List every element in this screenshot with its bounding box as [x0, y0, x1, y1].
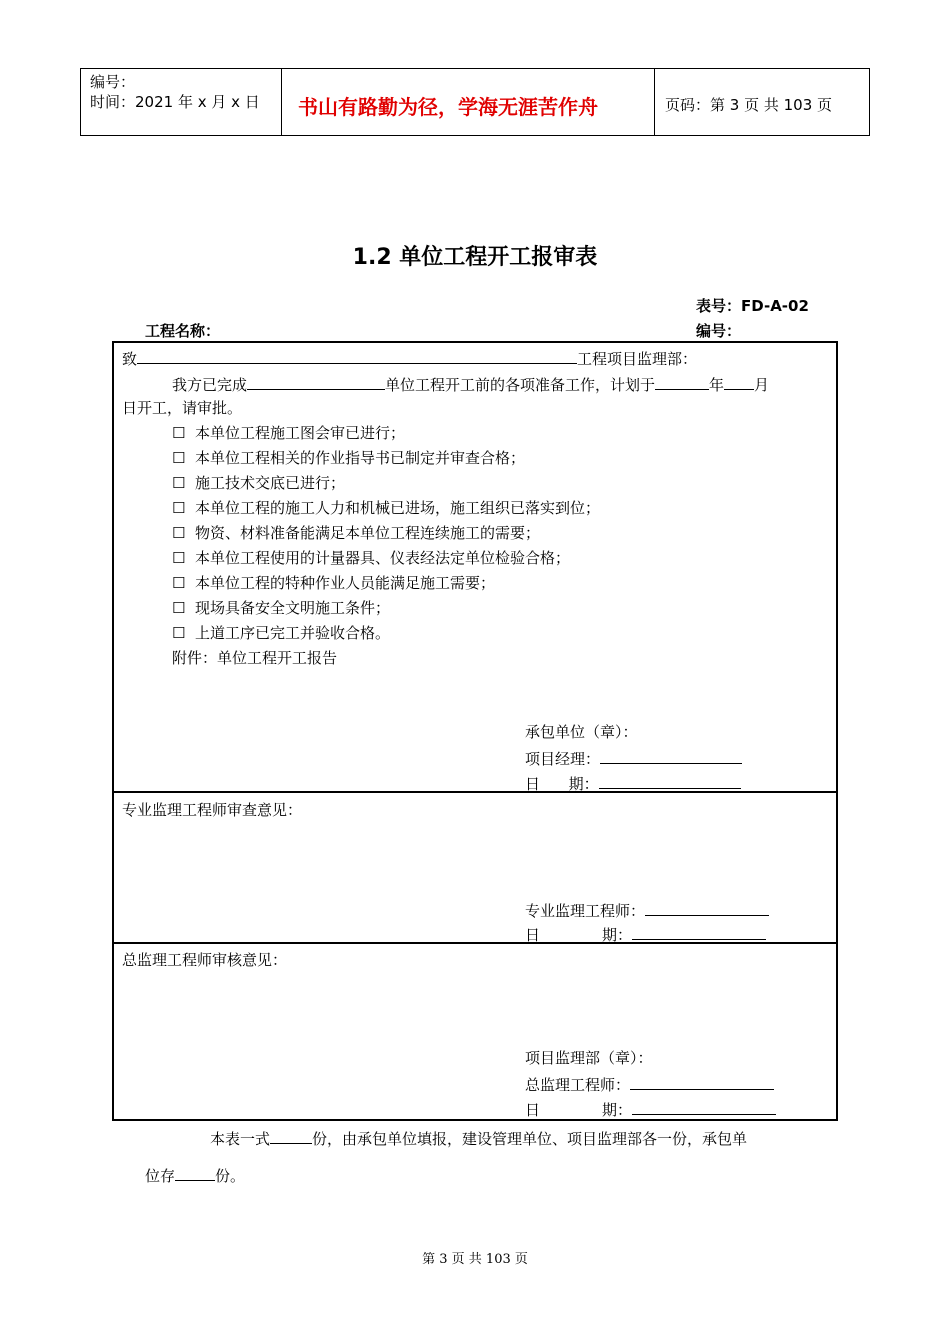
checklist-item-text: 本单位工程使用的计量器具、仪表经法定单位检验合格； — [195, 549, 571, 567]
checkbox-icon[interactable]: ☐ — [172, 599, 186, 617]
page-title: 1.2 单位工程开工报审表 — [352, 245, 598, 270]
checkbox-icon[interactable]: ☐ — [172, 424, 186, 442]
dept-seal-label: 项目监理部（章）： — [525, 1049, 653, 1067]
header-top-rule — [80, 68, 870, 69]
checklist-item[interactable] — [172, 473, 345, 493]
section2-date-label: 日 期： — [525, 926, 632, 944]
form-number: 表号：FD-A-02 — [696, 297, 809, 315]
header-number-label: 编号： — [90, 73, 136, 91]
checklist-item[interactable] — [172, 423, 405, 443]
section2-date-blank[interactable] — [632, 923, 766, 940]
checklist-item[interactable] — [172, 523, 540, 543]
retained-copies-blank[interactable] — [175, 1164, 215, 1181]
checklist-item-text: 物资、材料准备能满足本单位工程连续施工的需要； — [195, 524, 541, 542]
copies-note-text-d: 份。 — [215, 1167, 246, 1185]
header-motto: 书山有路勤为径，学海无涯苦作舟 — [298, 95, 598, 119]
month-label: 月 — [754, 376, 770, 394]
project-manager-label: 项目经理： — [525, 750, 601, 768]
checklist-item[interactable] — [172, 573, 495, 593]
footer-page-number: 第 3 页 共 103 页 — [422, 1252, 528, 1267]
section1-date-label: 日 期： — [525, 775, 599, 793]
copies-note-text-b: 份，由承包单位填报，建设管理单位、项目监理部各一份，承包单 — [312, 1130, 748, 1148]
year-label: 年 — [709, 376, 725, 394]
header-divider-2 — [654, 68, 655, 136]
section1-date-row — [525, 772, 741, 794]
copies-count-blank[interactable] — [270, 1127, 312, 1144]
checklist-item-text: 施工技术交底已进行； — [195, 474, 346, 492]
header-divider-1 — [281, 68, 282, 136]
checklist-item-text: 现场具备安全文明施工条件； — [195, 599, 391, 617]
checklist-item[interactable] — [172, 448, 525, 468]
checklist-item-text: 本单位工程的特种作业人员能满足施工需要； — [195, 574, 496, 592]
chief-review-heading: 总监理工程师审核意见： — [122, 951, 288, 969]
copies-note-line2 — [145, 1164, 245, 1186]
checkbox-icon[interactable]: ☐ — [172, 574, 186, 592]
completion-text-b: 单位工程开工前的各项准备工作，计划于 — [385, 376, 656, 394]
checkbox-icon[interactable]: ☐ — [172, 624, 186, 642]
addressee-suffix: 工程项目监理部： — [577, 350, 698, 368]
project-name-label: 工程名称： — [145, 322, 221, 340]
serial-label: 编号： — [696, 322, 742, 340]
section3-date-blank[interactable] — [632, 1098, 776, 1115]
checkbox-icon[interactable]: ☐ — [172, 524, 186, 542]
specialist-engineer-blank[interactable] — [645, 899, 769, 916]
addressee-prefix: 致 — [122, 350, 138, 368]
attachment-note: 附件：单位工程开工报告 — [172, 649, 338, 667]
specialist-engineer-label: 专业监理工程师： — [525, 902, 646, 920]
checkbox-icon[interactable]: ☐ — [172, 474, 186, 492]
checklist-item[interactable] — [172, 598, 390, 618]
checkbox-icon[interactable]: ☐ — [172, 449, 186, 467]
year-blank[interactable] — [655, 373, 709, 390]
checklist-item[interactable] — [172, 548, 570, 568]
checklist-item[interactable] — [172, 623, 390, 643]
section2-date-row — [525, 923, 766, 945]
chief-engineer-row — [525, 1073, 774, 1095]
specialist-review-heading: 专业监理工程师审查意见： — [122, 801, 303, 819]
completion-line-2: 日开工，请审批。 — [122, 399, 243, 417]
checkbox-icon[interactable]: ☐ — [172, 549, 186, 567]
header-bottom-rule — [80, 135, 870, 136]
checklist-item[interactable] — [172, 498, 600, 518]
header-page-code: 页码：第 3 页 共 103 页 — [665, 96, 833, 114]
header-right-border — [869, 68, 870, 136]
copies-note-line1 — [210, 1127, 747, 1149]
addressee-line — [122, 347, 697, 369]
checklist-item-text: 本单位工程相关的作业指导书已制定并审查合格； — [195, 449, 526, 467]
project-manager-blank[interactable] — [600, 747, 742, 764]
section3-date-row — [525, 1098, 776, 1120]
checkbox-icon[interactable]: ☐ — [172, 499, 186, 517]
chief-engineer-label: 总监理工程师： — [525, 1076, 631, 1094]
completion-text-a: 我方已完成 — [172, 376, 248, 394]
chief-engineer-blank[interactable] — [630, 1073, 774, 1090]
completion-line — [172, 373, 769, 395]
contractor-seal-label: 承包单位（章）： — [525, 723, 638, 741]
specialist-engineer-row — [525, 899, 769, 921]
project-manager-row — [525, 747, 742, 769]
header-time-label: 时间：2021 年 x 月 x 日 — [90, 93, 260, 111]
section1-date-blank[interactable] — [599, 772, 741, 789]
checklist-item-text: 本单位工程施工图会审已进行； — [195, 424, 406, 442]
copies-note-text-c: 位存 — [145, 1167, 176, 1185]
copies-note-text-a: 本表一式 — [210, 1130, 271, 1148]
unit-project-blank[interactable] — [247, 373, 385, 390]
checklist-item-text: 本单位工程的施工人力和机械已进场，施工组织已落实到位； — [195, 499, 601, 517]
checklist-item-text: 上道工序已完工并验收合格。 — [195, 624, 391, 642]
section3-date-label: 日 期： — [525, 1101, 632, 1119]
month-blank[interactable] — [724, 373, 754, 390]
header-left-border — [80, 68, 81, 136]
addressee-blank[interactable] — [137, 347, 577, 364]
